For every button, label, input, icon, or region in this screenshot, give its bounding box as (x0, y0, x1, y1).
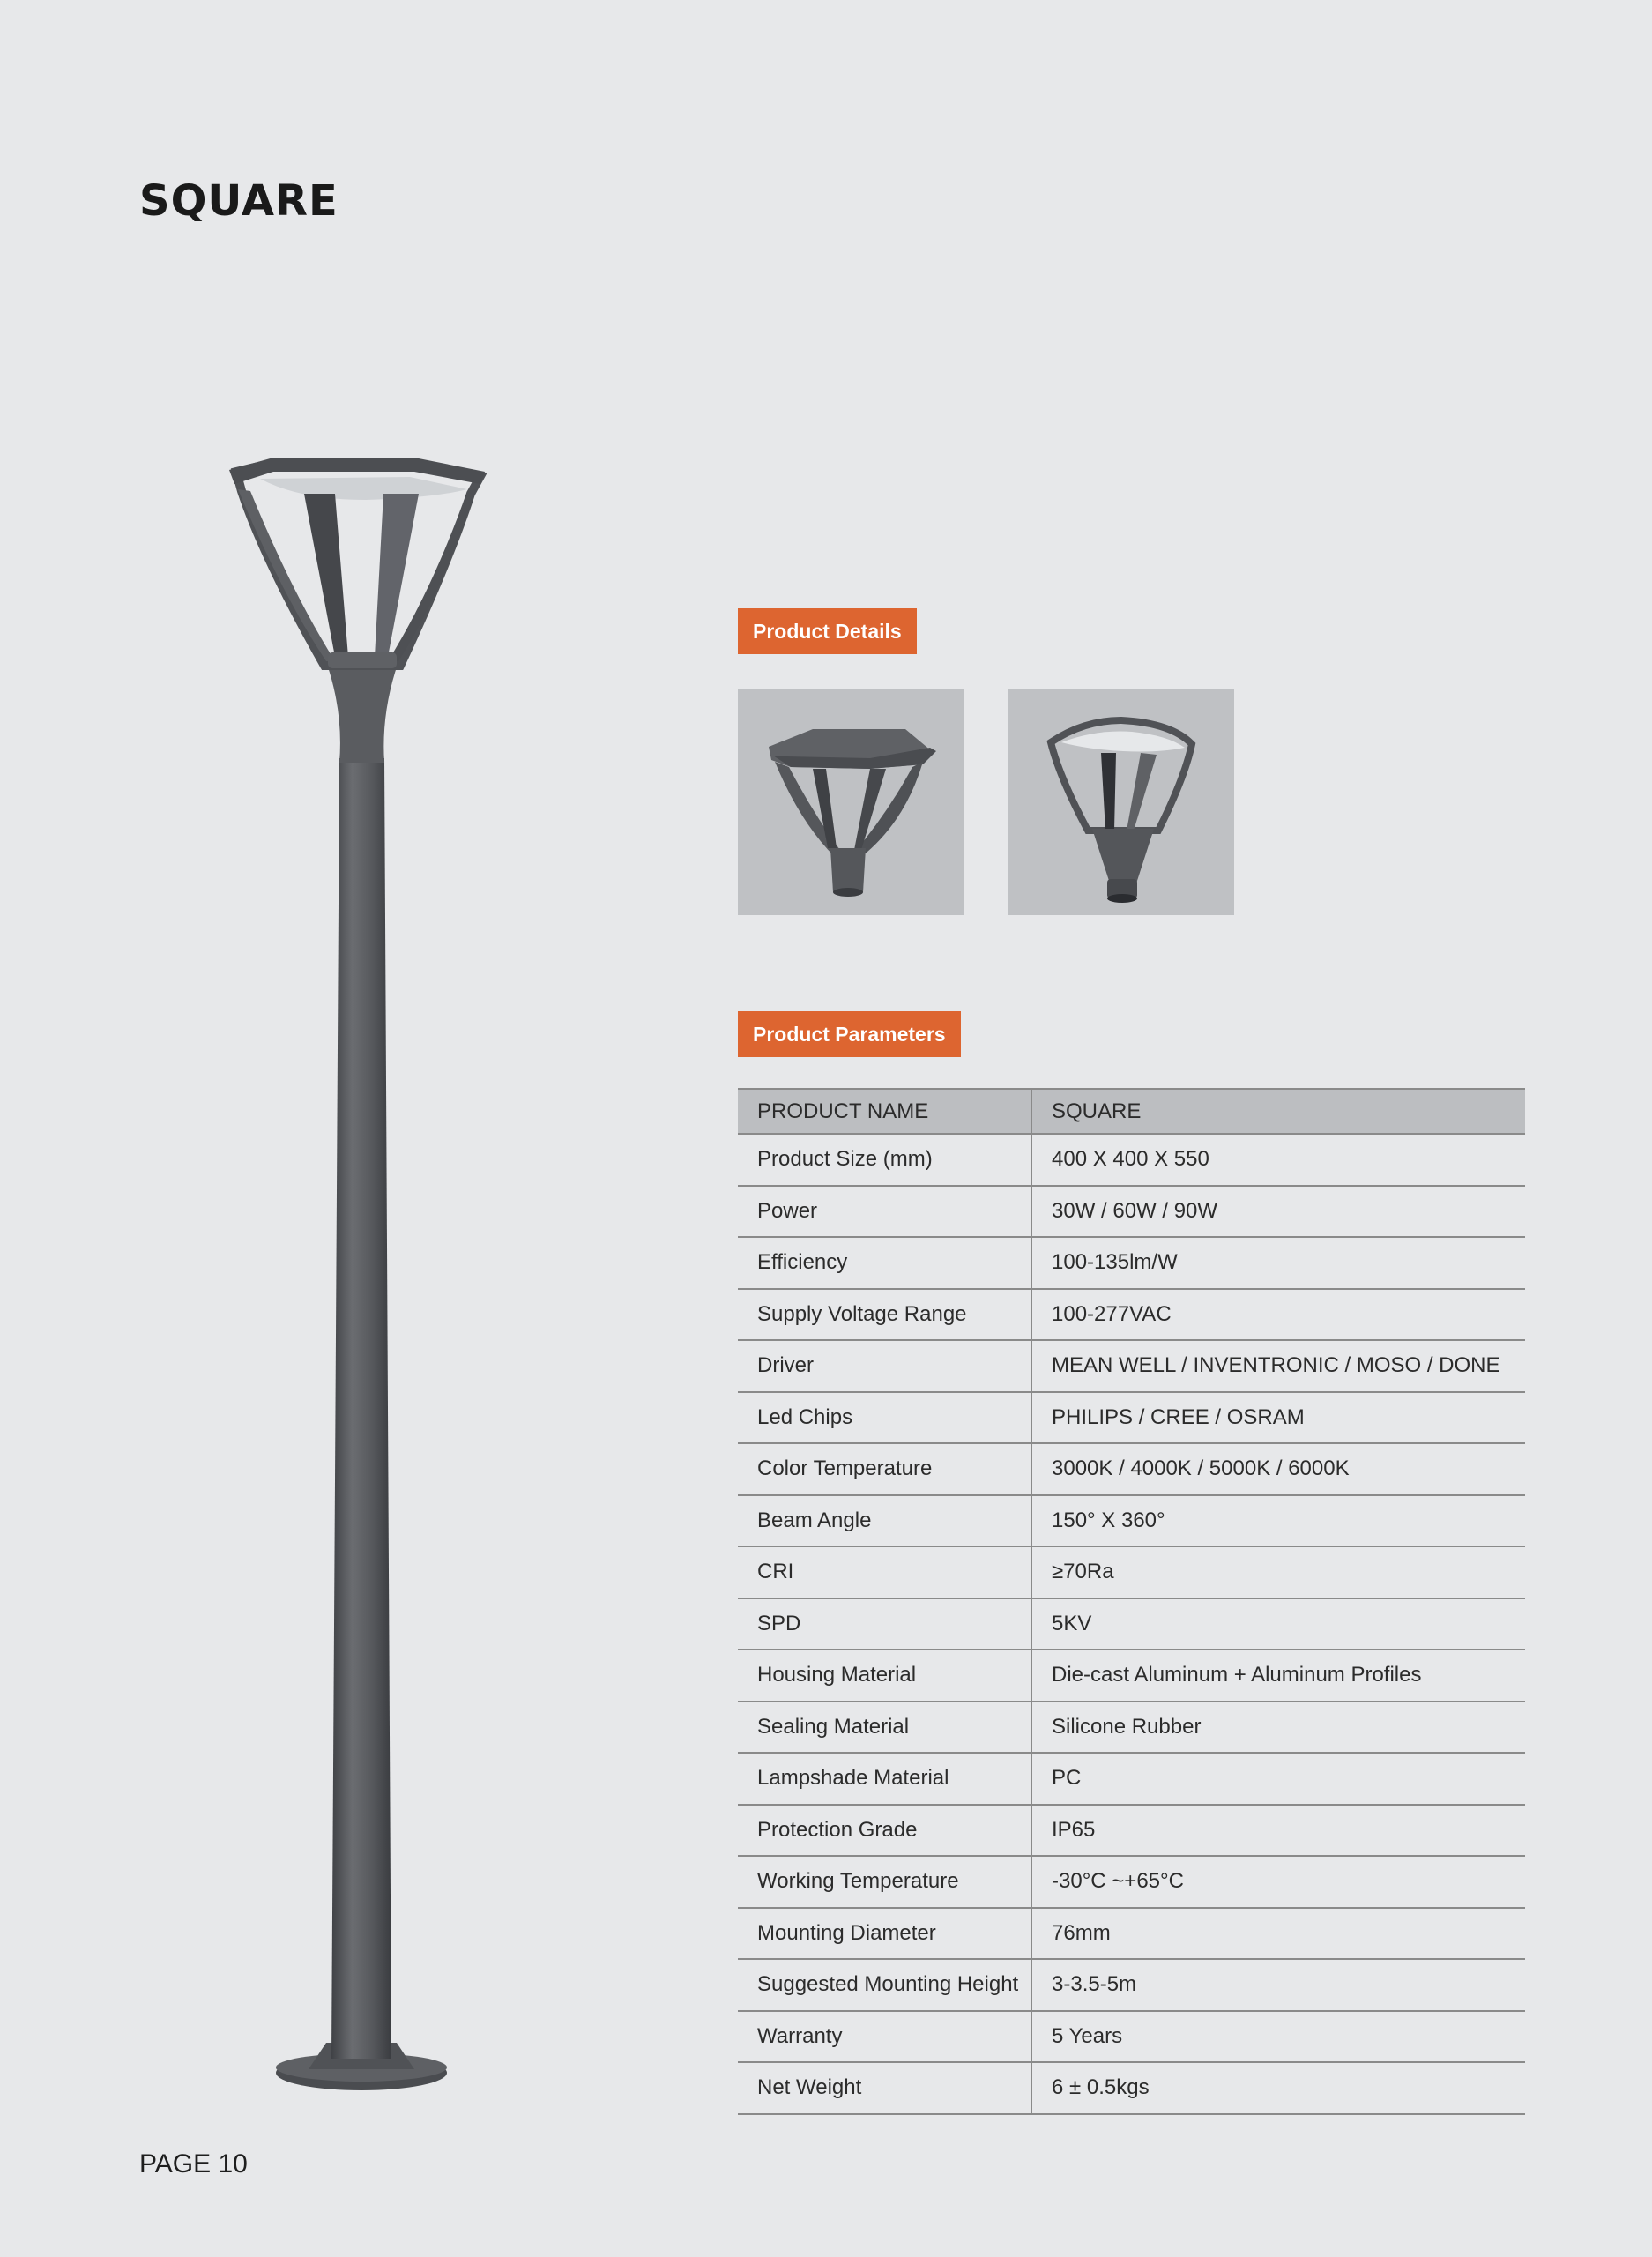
param-name-cell: SPD (738, 1598, 1031, 1650)
param-name-cell: Housing Material (738, 1650, 1031, 1702)
param-name-cell: Lampshade Material (738, 1753, 1031, 1805)
table-row (738, 1805, 1525, 1857)
lamp-head-top-view-image (738, 689, 964, 915)
table-row (738, 1598, 1525, 1650)
page-title: SQUARE (139, 176, 339, 226)
table-row (738, 1959, 1525, 2011)
param-name-cell: Suggested Mounting Height (738, 1959, 1031, 2011)
param-name-cell: Sealing Material (738, 1702, 1031, 1754)
param-value-cell: 6 ± 0.5kgs (1031, 2062, 1525, 2114)
param-value-cell: 150° X 360° (1031, 1495, 1525, 1547)
table-row (738, 1650, 1525, 1702)
header-cell-name: PRODUCT NAME (738, 1089, 1031, 1134)
param-value-cell: 3000K / 4000K / 5000K / 6000K (1031, 1443, 1525, 1495)
param-name-cell: Net Weight (738, 2062, 1031, 2114)
param-name-cell: Working Temperature (738, 1856, 1031, 1908)
table-row (738, 2011, 1525, 2063)
param-name-cell: Warranty (738, 2011, 1031, 2063)
param-value-cell: PHILIPS / CREE / OSRAM (1031, 1392, 1525, 1444)
table-row (738, 2062, 1525, 2114)
page-number: PAGE 10 (139, 2149, 248, 2179)
param-value-cell: 100-135lm/W (1031, 1237, 1525, 1289)
param-name-cell: Color Temperature (738, 1443, 1031, 1495)
table-row (738, 1392, 1525, 1444)
table-row (738, 1289, 1525, 1341)
param-value-cell: 400 X 400 X 550 (1031, 1134, 1525, 1186)
param-name-cell: Product Size (mm) (738, 1134, 1031, 1186)
table-row (738, 1340, 1525, 1392)
param-value-cell: 5 Years (1031, 2011, 1525, 2063)
param-value-cell: 76mm (1031, 1908, 1525, 1960)
table-row (738, 1856, 1525, 1908)
param-name-cell: Mounting Diameter (738, 1908, 1031, 1960)
param-name-cell: Protection Grade (738, 1805, 1031, 1857)
table-row (738, 1753, 1525, 1805)
table-row (738, 1134, 1525, 1186)
param-value-cell: IP65 (1031, 1805, 1525, 1857)
param-name-cell: Efficiency (738, 1237, 1031, 1289)
street-lamp-pole-image (212, 445, 511, 2103)
table-row (738, 1702, 1525, 1754)
product-details-label: Product Details (738, 608, 917, 654)
param-name-cell: Power (738, 1186, 1031, 1238)
param-value-cell: ≥70Ra (1031, 1546, 1525, 1598)
product-parameters-label: Product Parameters (738, 1011, 961, 1057)
param-name-cell: CRI (738, 1546, 1031, 1598)
param-name-cell: Led Chips (738, 1392, 1031, 1444)
param-value-cell: 5KV (1031, 1598, 1525, 1650)
lamp-head-side-view-image (1008, 689, 1234, 915)
param-value-cell: PC (1031, 1753, 1525, 1805)
table-row (738, 1443, 1525, 1495)
param-value-cell: 30W / 60W / 90W (1031, 1186, 1525, 1238)
param-value-cell: Die-cast Aluminum + Aluminum Profiles (1031, 1650, 1525, 1702)
param-name-cell: Supply Voltage Range (738, 1289, 1031, 1341)
header-cell-value: SQUARE (1031, 1089, 1525, 1134)
product-parameters-table (738, 1088, 1525, 2115)
param-value-cell: Silicone Rubber (1031, 1702, 1525, 1754)
table-row (738, 1495, 1525, 1547)
table-header-row (738, 1089, 1525, 1134)
table-row (738, 1908, 1525, 1960)
param-value-cell: 3-3.5-5m (1031, 1959, 1525, 2011)
param-name-cell: Beam Angle (738, 1495, 1031, 1547)
table-row (738, 1546, 1525, 1598)
param-value-cell: -30°C ~+65°C (1031, 1856, 1525, 1908)
param-value-cell: MEAN WELL / INVENTRONIC / MOSO / DONE (1031, 1340, 1525, 1392)
table-row (738, 1237, 1525, 1289)
param-value-cell: 100-277VAC (1031, 1289, 1525, 1341)
param-name-cell: Driver (738, 1340, 1031, 1392)
table-row (738, 1186, 1525, 1238)
